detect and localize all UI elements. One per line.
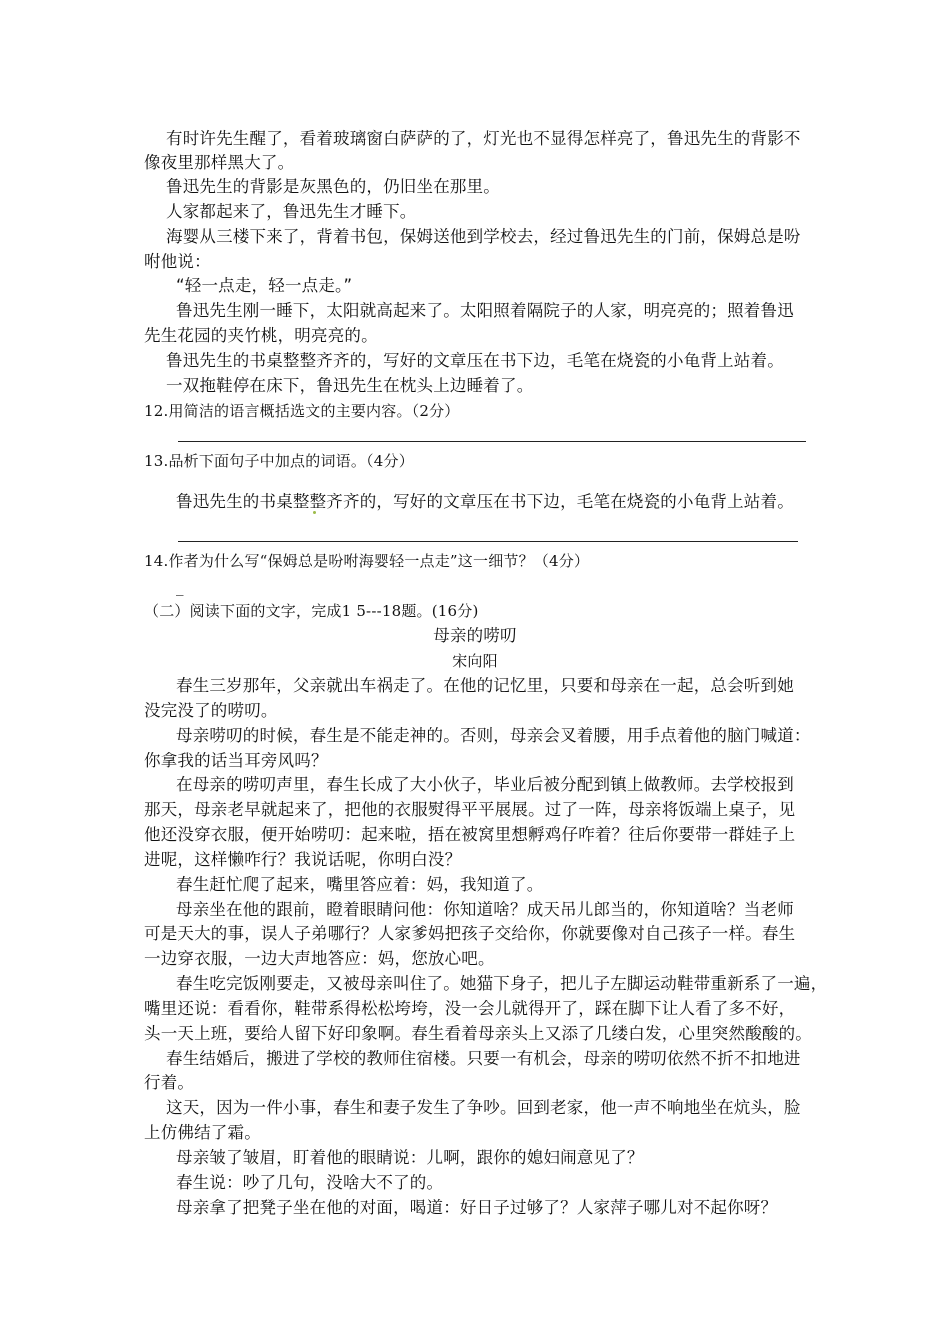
passage2-line: 在母亲的唠叨声里，春生长成了大小伙子，毕业后被分配到镇上做教师。去学校报到 xyxy=(176,775,794,794)
answer-line-12[interactable] xyxy=(178,441,806,442)
passage2-line: 母亲唠叨的时候，春生是不能走神的。否则，母亲会叉着腰，用手点着他的脑门喊道： xyxy=(176,726,811,745)
passage2-line: 母亲皱了皱眉，盯着他的眼睛说：儿啊，跟你的媳妇闹意见了？ xyxy=(176,1148,644,1167)
passage1-line: 鲁迅先生的书桌整整齐齐的，写好的文章压在书下边，毛笔在烧瓷的小龟背上站着。 xyxy=(166,351,784,370)
answer-line-13[interactable] xyxy=(178,541,798,542)
passage1-line: “轻一点走，轻一点走。” xyxy=(176,276,353,295)
passage1-line: 海婴从三楼下来了，背着书包，保姆送他到学校去，经过鲁迅先生的门前，保姆总是吩 xyxy=(166,227,801,246)
passage2-line: 一边穿衣服，一边大声地答应：妈，您放心吧。 xyxy=(144,949,495,968)
passage1-line: 有时许先生醒了，看着玻璃窗白萨萨的了，灯光也不显得怎样亮了，鲁迅先生的背影不 xyxy=(166,129,801,148)
passage2-line: 你拿我的话当耳旁风吗？ xyxy=(144,751,328,770)
passage2-line: 春生结婚后，搬进了学校的教师住宿楼。只要一有机会，母亲的唠叨依然不折不扣地进 xyxy=(166,1049,801,1068)
passage2-line: 上仿佛结了霜。 xyxy=(144,1123,261,1142)
passage2-line: 母亲坐在他的跟前，瞪着眼睛问他：你知道啥？成天吊儿郎当的，你知道啥？当老师 xyxy=(176,900,794,919)
passage1-line: 咐他说： xyxy=(144,252,211,271)
answer-mark-14[interactable]: _ xyxy=(176,578,184,596)
question-14: 14.作者为什么写“保姆总是吩咐海婴轻一点走”这一细节？（4分） xyxy=(144,552,590,570)
section-2-heading: （二）阅读下面的文字，完成1 5---18题。(16分) xyxy=(144,602,479,620)
passage2-line: 嘴里还说：看看你，鞋带系得松松垮垮，没一会儿就得开了，踩在脚下让人看了多不好， xyxy=(144,999,796,1018)
passage2-line: 这天，因为一件小事，春生和妻子发生了争吵。回到老家，他一声不响地坐在炕头，脸 xyxy=(166,1098,801,1117)
passage1-line: 一双拖鞋停在床下，鲁迅先生在枕头上边睡着了。 xyxy=(166,376,534,395)
passage2-line: 行着。 xyxy=(144,1073,195,1092)
article-title: 母亲的唠叨 xyxy=(433,626,517,645)
question-13-sentence: 鲁迅先生的书桌整整齐齐的，写好的文章压在书下边，毛笔在烧瓷的小龟背上站着。 xyxy=(176,492,794,511)
question-13: 13.品析下面句子中加点的词语。（4分） xyxy=(144,452,414,470)
passage2-line: 春生三岁那年，父亲就出车祸走了。在他的记忆里，只要和母亲在一起，总会听到她 xyxy=(176,676,794,695)
passage2-line: 那天，母亲老早就起来了，把他的衣服熨得平平展展。过了一阵，母亲将饭端上桌子，见 xyxy=(144,800,796,819)
passage1-line: 像夜里那样黑大了。 xyxy=(144,153,295,172)
passage2-line: 可是天大的事，误人子弟哪行？人家爹妈把孩子交给你，你就要像对自己孩子一样。春生 xyxy=(144,924,796,943)
passage2-line: 春生赶忙爬了起来，嘴里答应着：妈，我知道了。 xyxy=(176,875,544,894)
passage1-line: 先生花园的夹竹桃，明亮亮的。 xyxy=(144,326,378,345)
passage1-line: 鲁迅先生刚一睡下，太阳就高起来了。太阳照着隔院子的人家，明亮亮的；照着鲁迅 xyxy=(176,301,794,320)
passage1-line: 人家都起来了，鲁迅先生才睡下。 xyxy=(166,202,417,221)
passage2-line: 进呢，这样懒咋行？我说话呢，你明白没？ xyxy=(144,850,462,869)
passage2-line: 春生吃完饭刚要走，又被母亲叫住了。她猫下身子，把儿子左脚运动鞋带重新系了一遍， xyxy=(176,974,828,993)
passage1-line: 鲁迅先生的背影是灰黑色的，仍旧坐在那里。 xyxy=(166,177,500,196)
article-author: 宋向阳 xyxy=(452,652,498,670)
question-12: 12.用简洁的语言概括选文的主要内容。（2分） xyxy=(144,402,460,420)
passage2-line: 他还没穿衣服，便开始唠叨：起来啦，捂在被窝里想孵鸡仔咋着？往后你要带一群娃子上 xyxy=(144,825,796,844)
passage2-line: 没完没了的唠叨。 xyxy=(144,701,278,720)
passage2-line: 头一天上班，要给人留下好印象啊。春生看着母亲头上又添了几缕白发，心里突然酸酸的。 xyxy=(144,1024,812,1043)
passage2-line: 春生说：吵了几句，没啥大不了的。 xyxy=(176,1173,444,1192)
emphasis-dot xyxy=(313,511,316,514)
passage2-line: 母亲拿了把凳子坐在他的对面，喝道：好日子过够了？人家萍子哪儿对不起你呀？ xyxy=(176,1198,778,1217)
